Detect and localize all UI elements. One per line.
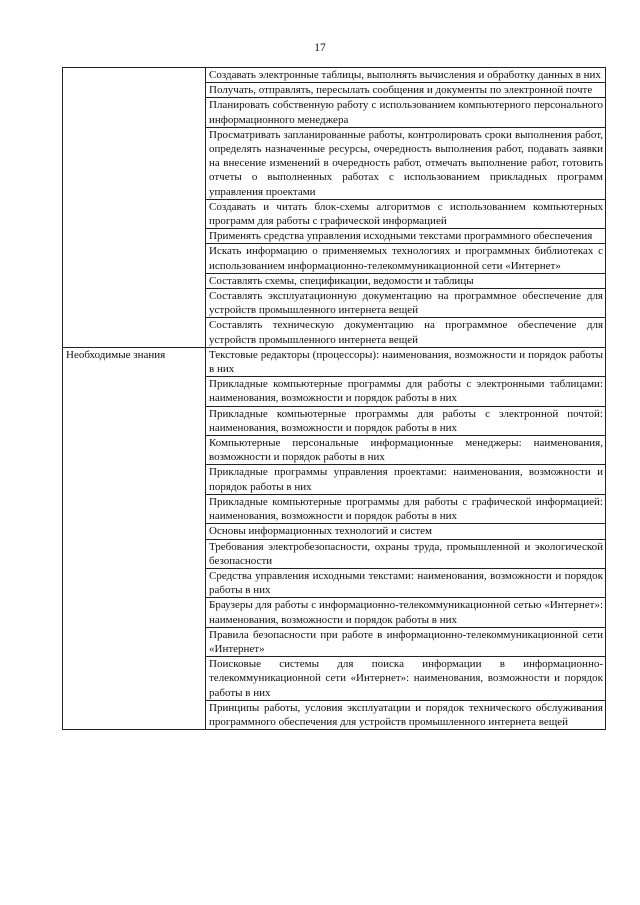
knowledge-item-text: Поисковые системы для поиска информации в информационно-телекоммуникационной сети «Интернет»: наименования, возможности и порядок работы в них (209, 658, 603, 699)
knowledge-item-cell (206, 347, 606, 376)
knowledge-item-cell (206, 465, 606, 494)
table-body (63, 68, 606, 730)
knowledge-item-cell (206, 657, 606, 701)
abilities-item-text: Применять средства управления исходными текстами программного обеспечения (209, 230, 593, 243)
abilities-item-text: Составлять схемы, спецификации, ведомости и таблицы (209, 274, 474, 287)
abilities-item-text: Создавать электронные таблицы, выполнять вычисления и обработку данных в них (209, 69, 601, 81)
knowledge-item-cell (206, 598, 606, 627)
knowledge-section-label: Необходимые знания (63, 347, 206, 729)
abilities-item-cell (206, 229, 606, 244)
table-row (63, 68, 606, 83)
page-number: 17 (314, 42, 326, 54)
abilities-item-cell (206, 127, 606, 199)
knowledge-item-text: Прикладные программы управления проектами: наименования, возможности и порядок работы в них (209, 466, 603, 493)
knowledge-item-text: Основы информационных технологий и систем (209, 525, 432, 538)
abilities-item-text: Искать информацию о применяемых технологиях и программных библиотеках с использованием информационно-телекоммуникационной сети «Интернет» (209, 245, 603, 272)
knowledge-item-text: Правила безопасности при работе в информационно-телекоммуникационной сети «Интернет» (209, 628, 603, 655)
knowledge-item-cell (206, 436, 606, 465)
knowledge-item-cell (206, 539, 606, 568)
knowledge-item-text: Компьютерные персональные информационные менеджеры: наименования, возможности и порядок работы в них (209, 437, 603, 464)
abilities-item-text: Составлять техническую документацию на программное обеспечение для устройств промышленного интернета вещей (209, 319, 603, 346)
abilities-item-cell (206, 83, 606, 98)
abilities-section-label (63, 68, 206, 348)
knowledge-item-text: Прикладные компьютерные программы для работы с электронными таблицами: наименования, возможности и порядок работы в них (209, 378, 603, 405)
table-row (63, 347, 606, 376)
knowledge-item-text: Требования электробезопасности, охраны труда, промышленной и экологической безопасности (209, 540, 603, 567)
abilities-item-cell (206, 98, 606, 127)
abilities-item-text: Просматривать запланированные работы, контролировать сроки выполнения работ, определять назначенные ресурсы, очередность выполнения работ, подавать заявки на внесение изменений в очередность работ, отмечать выполнение работ, готовить отчеты о выполненных работах с использованием прикладных программ управления проектами (209, 128, 603, 198)
knowledge-item-cell (206, 494, 606, 523)
requirements-table (62, 67, 606, 730)
knowledge-item-cell (206, 377, 606, 406)
abilities-item-text: Получать, отправлять, пересылать сообщения и документы по электронной почте (209, 84, 593, 97)
knowledge-item-text: Текстовые редакторы (процессоры): наименования, возможности и порядок работы в них (209, 348, 603, 376)
abilities-item-cell (206, 199, 606, 228)
abilities-item-text: Составлять эксплуатационную документацию на программное обеспечение для устройств промышленного интернета вещей (209, 290, 603, 317)
abilities-item-text: Планировать собственную работу с использованием компьютерного персонального информационного менеджера (209, 99, 603, 126)
knowledge-item-text: Прикладные компьютерные программы для работы с графической информацией: наименования, возможности и порядок работы в них (209, 495, 603, 523)
abilities-item-cell (206, 273, 606, 288)
knowledge-item-text: Прикладные компьютерные программы для работы с электронной почтой: наименования, возможности и порядок работы в них (209, 407, 603, 434)
knowledge-item-text: Принципы работы, условия эксплуатации и порядок технического обслуживания программного обеспечения для устройств промышленного интернета вещей (209, 701, 603, 728)
knowledge-item-cell (206, 524, 606, 539)
knowledge-item-text: Браузеры для работы с информационно-телекоммуникационной сетью «Интернет»: наименования, возможности и порядок работы в них (209, 599, 603, 626)
knowledge-item-cell (206, 406, 606, 435)
abilities-item-cell (206, 244, 606, 273)
knowledge-item-cell (206, 700, 606, 729)
abilities-item-text: Создавать и читать блок-схемы алгоритмов с использованием компьютерных программ для работы с графической информацией (209, 200, 603, 228)
abilities-item-cell (206, 318, 606, 347)
knowledge-item-text: Средства управления исходными текстами: наименования, возможности и порядок работы в них (209, 569, 603, 597)
abilities-item-cell (206, 68, 606, 83)
abilities-item-cell (206, 289, 606, 318)
knowledge-item-cell (206, 568, 606, 597)
knowledge-item-cell (206, 627, 606, 656)
